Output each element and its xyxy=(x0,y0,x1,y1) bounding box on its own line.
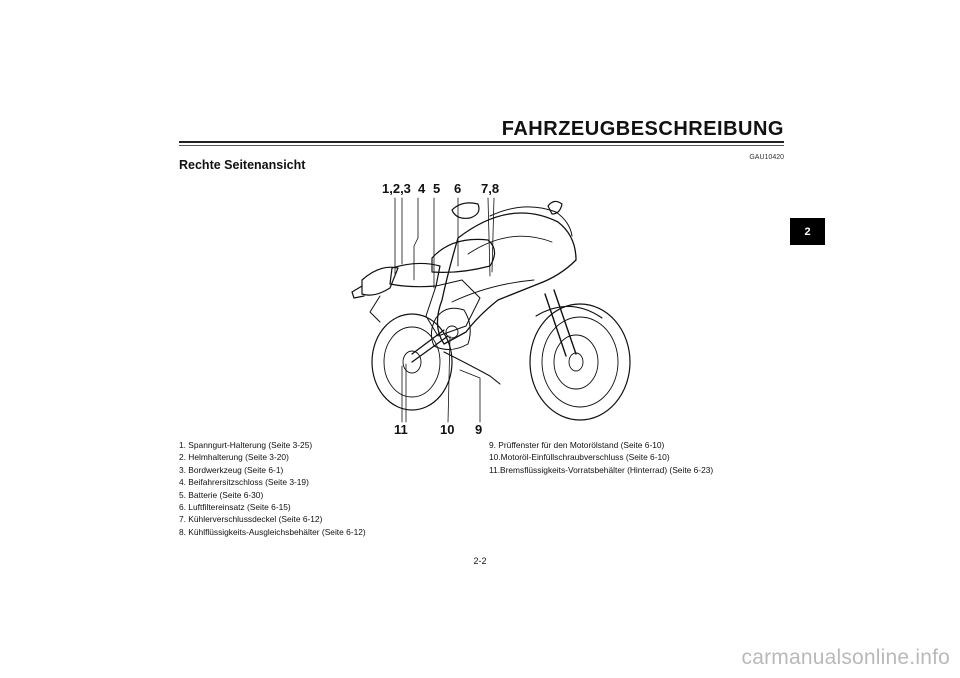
legend-item: 6. Luftfiltereinsatz (Seite 6-15) xyxy=(179,502,291,513)
callout-6: 6 xyxy=(454,181,462,196)
legend-item: 4. Beifahrersitzschloss (Seite 3-19) xyxy=(179,477,309,488)
legend-item: 7. Kühlerverschlussdeckel (Seite 6-12) xyxy=(179,514,323,525)
title-rule-thin xyxy=(179,145,784,146)
legend-item: 2. Helmhalterung (Seite 3-20) xyxy=(179,452,289,463)
callout-10: 10 xyxy=(440,422,455,437)
callout-11: 11 xyxy=(394,422,408,437)
page-title: FAHRZEUGBESCHREIBUNG xyxy=(501,118,784,140)
callout-7-8: 7,8 xyxy=(481,181,500,196)
legend-item: 11.Bremsflüssigkeits-Vorratsbehälter (Hinterrad) (Seite 6-23) xyxy=(489,464,714,475)
callout-4: 4 xyxy=(418,181,426,196)
front-fender xyxy=(536,306,602,318)
front-wheel xyxy=(530,304,630,420)
front-wheel-hub xyxy=(569,353,583,371)
windscreen xyxy=(490,207,572,236)
legend-item: 3. Bordwerkzeug (Seite 6-1) xyxy=(179,464,284,475)
page-number: 2-2 xyxy=(473,556,487,566)
callout-1-2-3: 1,2,3 xyxy=(382,181,411,196)
watermark[interactable]: carmanualsonline.info xyxy=(741,646,950,669)
legend-item: 5. Batterie (Seite 6-30) xyxy=(179,489,264,500)
doc-code: GAU10420 xyxy=(749,154,784,161)
front-wheel-rim xyxy=(542,317,618,407)
legend-left xyxy=(179,439,479,538)
motorcycle-figure xyxy=(340,176,640,440)
front-brake-disc xyxy=(554,335,598,389)
callout-9: 9 xyxy=(475,422,483,437)
title-rule xyxy=(179,141,784,143)
legend-item: 1. Spanngurt-Halterung (Seite 3-25) xyxy=(179,440,313,450)
exhaust-pipe xyxy=(444,352,500,384)
chapter-tab[interactable]: 2 xyxy=(790,218,825,245)
section-heading: Rechte Seitenansicht xyxy=(179,158,306,172)
legend-right xyxy=(489,439,789,476)
rear-set xyxy=(370,296,380,322)
left-mirror xyxy=(452,203,479,218)
legend-item: 8. Kühlflüssigkeits-Ausgleichsbehälter (Seite 6-12) xyxy=(179,526,366,537)
motorcycle-right-side-icon xyxy=(340,176,640,440)
legend-item: 10.Motoröl-Einfüllschraubverschluss (Seite 6-10) xyxy=(489,452,670,463)
tail-section xyxy=(362,267,398,295)
legend-item: 9. Prüffenster für den Motorölstand (Seite 6-10) xyxy=(489,440,665,450)
callout-5: 5 xyxy=(433,181,441,196)
